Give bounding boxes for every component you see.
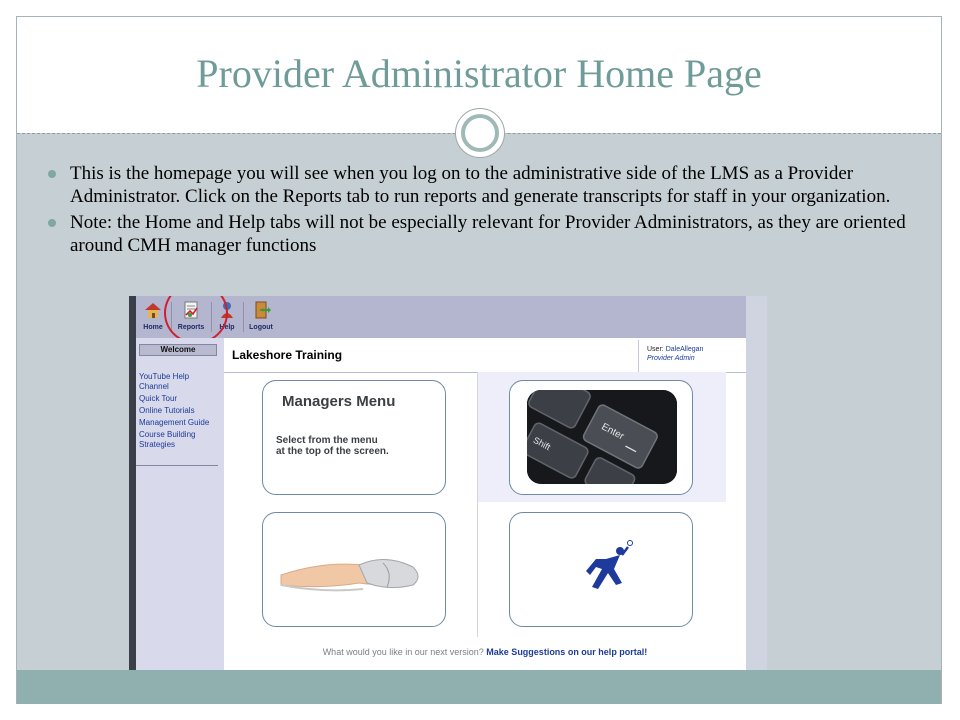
managers-menu-text-line2: at the top of the screen. bbox=[276, 446, 389, 457]
suggestion-link[interactable]: Make Suggestions on our help portal! bbox=[486, 647, 648, 657]
sidebar-link-management-guide[interactable]: Management Guide bbox=[139, 418, 210, 427]
runner-tile[interactable] bbox=[509, 512, 693, 627]
bullet-text: Note: the Home and Help tabs will not be especially relevant for Provider Administrators, as they are oriented around CMH manager functions bbox=[70, 212, 906, 256]
sidebar-link-course-building[interactable]: Course Building Strategies bbox=[139, 430, 196, 449]
home-icon bbox=[143, 300, 163, 320]
screenshot-left-edge bbox=[129, 296, 136, 670]
user-name[interactable]: DaleAllegan bbox=[665, 346, 704, 353]
sidebar-links bbox=[139, 372, 221, 452]
home-label: Home bbox=[143, 324, 163, 331]
user-info bbox=[638, 340, 746, 372]
managers-menu-title: Managers Menu bbox=[282, 393, 396, 410]
suggestion-footer bbox=[224, 647, 746, 657]
welcome-header: Welcome bbox=[139, 344, 217, 356]
bullet-item bbox=[44, 211, 914, 257]
bullet-text: This is the homepage you will see when you log on to the administrative side of the LMS as a Provider Administrator. Click on the Reports tab to run reports and generate transcripts for staff in your organization. bbox=[70, 163, 891, 207]
logout-label: Logout bbox=[249, 324, 273, 331]
bullet-dot bbox=[48, 170, 56, 178]
managers-menu-text-line1: Select from the menu bbox=[276, 435, 378, 446]
sidebar-link-tutorials[interactable]: Online Tutorials bbox=[139, 406, 195, 415]
keyboard-enter-label: Enter bbox=[599, 421, 626, 443]
reports-label: Reports bbox=[177, 324, 205, 331]
help-label: Help bbox=[219, 324, 235, 331]
toolbar-separator bbox=[243, 302, 244, 332]
screenshot-right-edge bbox=[746, 296, 767, 670]
mouse-tile[interactable] bbox=[262, 512, 446, 627]
organization-name: Lakeshore Training bbox=[232, 348, 343, 362]
logout-button[interactable] bbox=[245, 298, 277, 336]
user-prefix: User: bbox=[647, 346, 664, 353]
sidebar-link-quick-tour[interactable]: Quick Tour bbox=[139, 394, 178, 403]
suggestion-question: What would you like in our next version? bbox=[322, 647, 484, 657]
keyboard-tile[interactable] bbox=[509, 380, 693, 495]
runner-icon bbox=[510, 513, 693, 627]
keyboard-image bbox=[527, 390, 677, 484]
keyboard-shift-label: Shift bbox=[531, 434, 553, 453]
divider-circle-ring bbox=[461, 114, 499, 152]
keyboard-drawing bbox=[527, 390, 677, 484]
managers-menu-tile[interactable] bbox=[262, 380, 446, 495]
logout-icon bbox=[251, 300, 271, 320]
bottom-band bbox=[17, 670, 941, 704]
lms-screenshot bbox=[129, 296, 767, 670]
sidebar-link-youtube[interactable]: YouTube Help Channel bbox=[139, 372, 190, 391]
slide-title: Provider Administrator Home Page bbox=[196, 51, 762, 96]
hand-mouse-image bbox=[263, 513, 446, 627]
content-divider bbox=[477, 372, 478, 637]
sidebar-divider bbox=[136, 465, 218, 466]
bullet-item bbox=[44, 162, 914, 208]
user-role: Provider Admin bbox=[647, 355, 695, 362]
bullet-list bbox=[44, 162, 914, 260]
managers-menu-text bbox=[276, 435, 389, 457]
bullet-dot bbox=[48, 219, 56, 227]
